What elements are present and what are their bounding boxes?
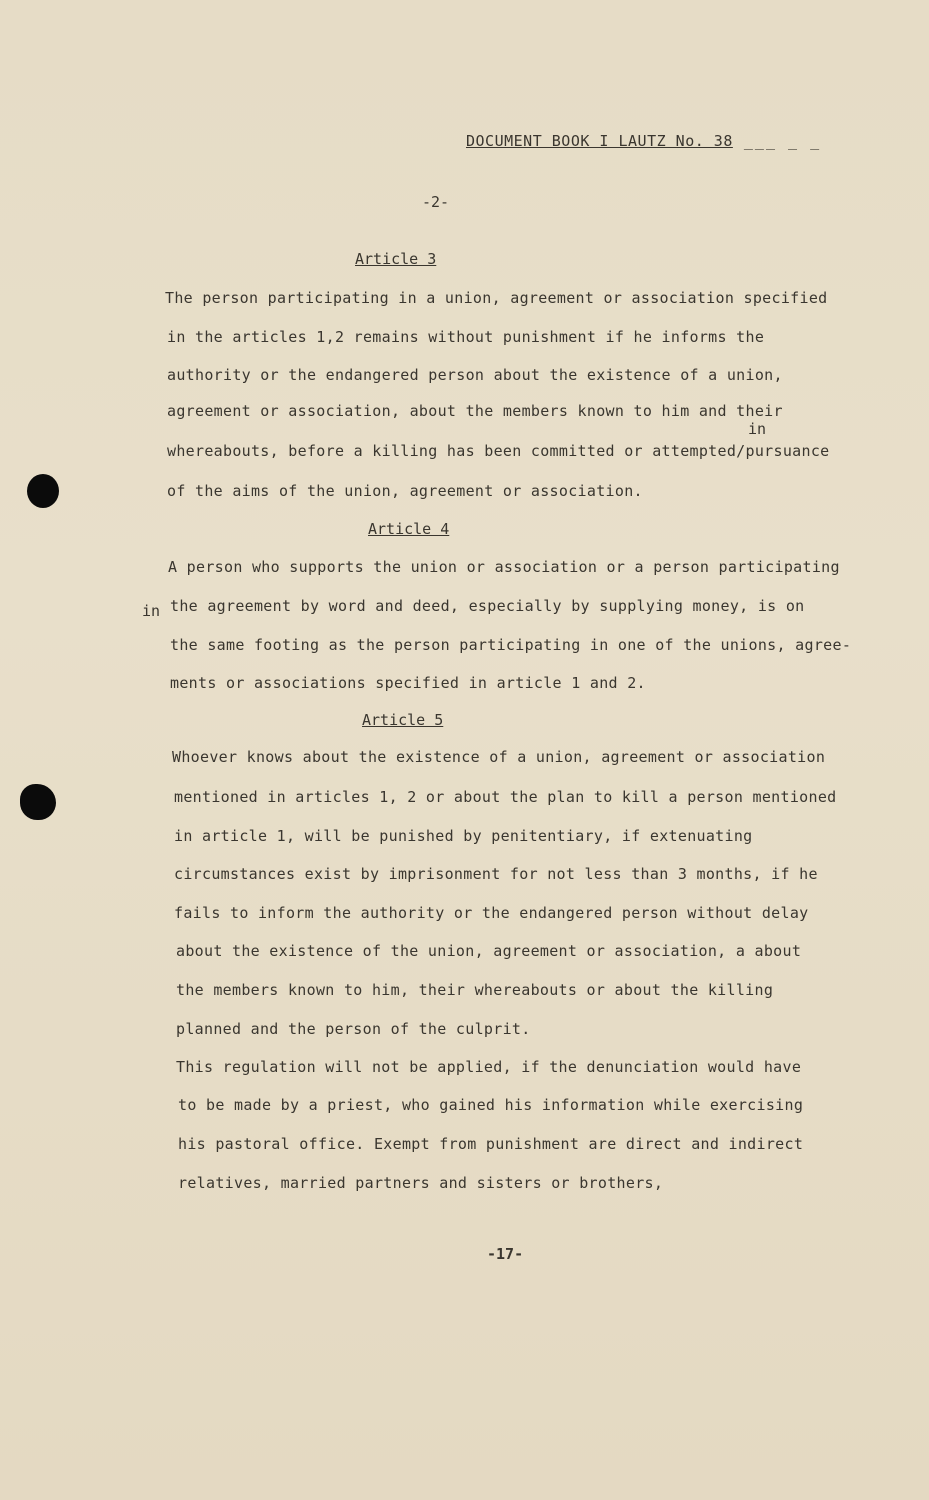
article-5-line: in article 1, will be punished by penitentiary, if extenuating (174, 827, 753, 845)
article-5-line: to be made by a priest, who gained his information while exercising (178, 1096, 804, 1114)
article-3-heading: Article 3 (355, 250, 437, 268)
article-5-line: his pastoral office. Exempt from punishment are direct and indirect (178, 1135, 804, 1153)
article-4-line: A person who supports the union or association or a person participating (168, 558, 840, 576)
article-4-heading: Article 4 (368, 520, 450, 538)
margin-note: in (142, 602, 161, 620)
article-3-line: of the aims of the union, agreement or association. (167, 482, 643, 500)
article-5-line: This regulation will not be applied, if the denunciation would have (176, 1058, 802, 1076)
article-3-line: The person participating in a union, agreement or association specified (165, 289, 828, 307)
article-4-line: the agreement by word and deed, especially by supplying money, is on (170, 597, 805, 615)
article-3-line: whereabouts, before a killing has been committed or attempted/pursuance (167, 442, 830, 460)
article-3-line: agreement or association, about the members known to him and their (167, 402, 783, 420)
page-number-bottom: -17- (487, 1245, 524, 1263)
article-5-line: relatives, married partners and sisters or brothers, (178, 1174, 664, 1192)
article-3-line: in the articles 1,2 remains without punishment if he informs the (167, 328, 765, 346)
article-5-heading: Article 5 (362, 711, 444, 729)
article-3-line: authority or the endangered person about the existence of a union, (167, 366, 783, 384)
article-4-line: the same footing as the person participating in one of the unions, agree- (170, 636, 852, 654)
article-5-line: the members known to him, their whereabouts or about the killing (176, 981, 774, 999)
article-5-line: Whoever knows about the existence of a union, agreement or association (172, 748, 826, 766)
article-5-line: planned and the person of the culprit. (176, 1020, 531, 1038)
article-5-line: circumstances exist by imprisonment for not less than 3 months, if he (174, 865, 818, 883)
document-reference: DOCUMENT BOOK I LAUTZ No. 38 ___ _ _ (466, 132, 822, 150)
punch-hole (20, 784, 56, 820)
article-5-line: fails to inform the authority or the endangered person without delay (174, 904, 809, 922)
punch-hole (27, 474, 59, 508)
inserted-word: in (748, 420, 767, 438)
article-4-line: ments or associations specified in article 1 and 2. (170, 674, 646, 692)
page-number-top: -2- (422, 193, 450, 211)
article-5-line: mentioned in articles 1, 2 or about the plan to kill a person mentioned (174, 788, 837, 806)
article-5-line: about the existence of the union, agreement or association, a about (176, 942, 802, 960)
